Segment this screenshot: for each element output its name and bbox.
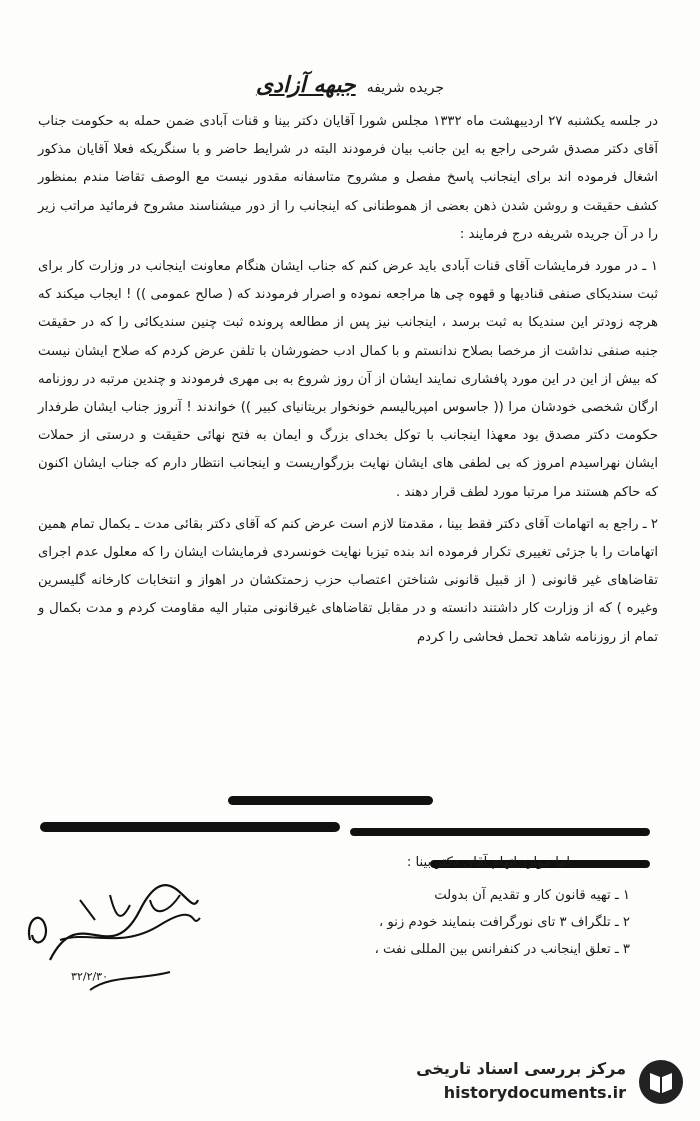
archive-logo-icon [636, 1057, 686, 1107]
paragraph-point-2: ۲ ـ راجع به اتهامات آقای دکتر فقط بینا ، مقدمتا لازم است عرض کنم که آقای دکتر بقائی مدت ـ بکمال تمام همین اتهامات را با جزئی تغییری تکرار فرموده اند بنده تیزبا نهایت خونسردی فرمایشات ایشان را که معلول عدم اجرای تقاضاهای غیر قانونی ( از قبیل قانونی شناختن اعتصاب حزب زحمتکشان در اهواز و انتخابات کارخانه گلیسرین وغیره ) که از وزارت کار داشتند دانسته و در مقابل تقاضاهای غیرقانونی متبار الیه مقاومت کردم و مدت بکمال و تمام از روزنامه شاهد تحمل فحاشی را کردم [38, 516, 658, 645]
handwritten-signature [20, 880, 210, 1010]
list-item: ۲ ـ تلگراف ۳ تای نورگرافت بنمایند خودم زنو ، [378, 915, 630, 930]
signature-date: ۳۲/۲/۳۰ [71, 970, 108, 983]
footer-watermark [386, 1053, 686, 1111]
redaction-mark [350, 828, 650, 836]
heading-prefix: جریده شریفه [366, 80, 445, 96]
document-heading [0, 72, 700, 98]
paragraph-point-1: ۱ ـ در مورد فرمایشات آقای قنات آبادی باید عرض کنم که جناب ایشان هنگام معاونت اینجانب در وزارت کار برای ثبت سندیکای صنفی قنادیها و قهوه چی ها مراجعه نموده و اصرار فرمودند که ( صالح عمومی )) ! ایجاب میکند که هرچه زودتر این سندیکا به ثبت برسد ، اینجانب نیز پس از مطالعه پرونده ثبت چنین سندیکائی را که در حقیقت جنبه صنفی نداشت از مرخصا بصلاح ندانستم و با کمال ادب حضورشان با تلفن عرض کردم که صلاح ایشان نیست که بیش از این در این مورد پافشاری نمایند ایشان از آن روز شروع به بی مهری فرمودند و چندین مرتبه در روزنامه ارگان شخصی خودشان مرا (( جاسوس امپریالیسم خونخوار بریتانیای کبیر )) خواندند ! آنروز جناب ایشان طرفدار حکومت دکتر مصدق بود معهذا اینجانب با توکل بخدای بزرگ و ایمان به فتح نهائی حقیقت و درستی از حملات ایشان نهراسیدم امروز که بی لطفی های ایشان نهایت بزرگواریست و اینجانب انتظار دارم که جناب ایشان اکنون که حاکم هستند مرا مرتبا مورد لطف قرار دهند . [38, 259, 658, 500]
paragraph-intro: در جلسه یکشنبه ۲۷ اردیبهشت ماه ۱۳۳۲ مجلس شورا آقایان دکتر بینا و قنات آبادی ضمن حمله به حکومت جناب آقای دکتر مصدق شرحی راجع به این جانب بیان فرمودند البته در شرایط حاضر و با سنگریکه فعلا آقایان مذکور اشغال فرموده اند برای اینجانب پاسخ مفصل و مشروح متاسفانه مقدور نیست مع الوصف تقاضا مندم بمنظور کشف حقیقت و روشن شدن ذهن بعضی از هموطنانی که اینجانب را از دور میشناسند مشروح فرمائید مراتب زیر را در آن جریده شریفه درج فرمایند : [38, 114, 658, 242]
list-item: ۳ ـ تعلق اینجانب در کنفرانس بین المللی نفت ، [374, 942, 630, 957]
list-item: ۱ ـ تهیه قانون کار و تقدیم آن بدولت [434, 888, 630, 903]
redaction-mark [228, 796, 433, 805]
archive-title: مرکز بررسی اسناد تاریخی [416, 1059, 626, 1078]
list-title: اما موارد اتهام آقای دکتر بینا : [406, 855, 570, 870]
accusation-list [210, 882, 630, 963]
redaction-mark [40, 822, 340, 832]
archive-url[interactable]: historydocuments.ir [443, 1083, 626, 1102]
newspaper-name: جبهه آزادی [255, 72, 356, 98]
letter-body [38, 108, 658, 652]
